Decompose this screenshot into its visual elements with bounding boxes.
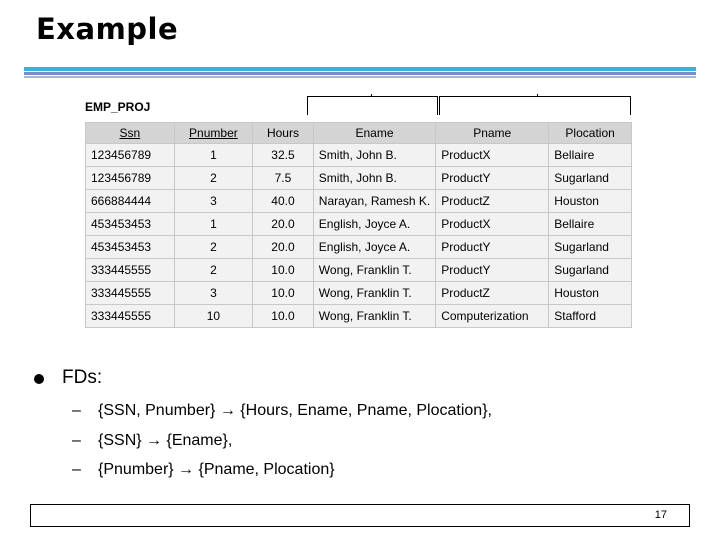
cell-pname: ProductX	[436, 144, 549, 167]
column-header-pnumber: Pnumber	[174, 123, 253, 144]
cell-pnumber: 10	[174, 305, 253, 328]
title-rule-middle	[24, 72, 696, 75]
title-rule-bottom	[24, 76, 696, 78]
dash-icon: –	[72, 402, 81, 419]
cell-ename: English, Joyce A.	[313, 213, 435, 236]
fd-text: {SSN} → {Ename},	[98, 432, 233, 449]
cell-pname: ProductY	[436, 259, 549, 282]
relation-name: EMP_PROJ	[85, 100, 151, 114]
figure-crop-edge	[82, 328, 632, 331]
cell-hours: 20.0	[253, 236, 314, 259]
fd-text: {Pnumber} → {Pname, Plocation}	[98, 461, 335, 478]
column-header-pname: Pname	[436, 123, 549, 144]
table-row	[86, 282, 632, 305]
cell-pnumber: 2	[174, 167, 253, 190]
cell-pnumber: 1	[174, 213, 253, 236]
table-header-row	[86, 123, 632, 144]
cell-pnumber: 2	[174, 259, 253, 282]
cell-hours: 7.5	[253, 167, 314, 190]
page-number: 17	[654, 509, 667, 521]
cell-ssn: 333445555	[86, 259, 175, 282]
fd-bracket-project	[439, 96, 631, 115]
fd-item	[72, 402, 492, 420]
cell-pnumber: 1	[174, 144, 253, 167]
emp-proj-table	[85, 122, 632, 328]
dash-icon: –	[72, 432, 81, 449]
fd-text: {SSN, Pnumber} → {Hours, Ename, Pname, Plocation},	[98, 402, 492, 419]
cell-hours: 10.0	[253, 282, 314, 305]
table-row	[86, 144, 632, 167]
cell-pname: ProductX	[436, 213, 549, 236]
cell-pname: ProductZ	[436, 282, 549, 305]
cell-pname: ProductZ	[436, 190, 549, 213]
cell-hours: 32.5	[253, 144, 314, 167]
fd-item	[72, 461, 335, 479]
cell-ssn: 123456789	[86, 167, 175, 190]
cell-plocation: Bellaire	[549, 144, 632, 167]
cell-pnumber: 2	[174, 236, 253, 259]
cell-pname: Computerization	[436, 305, 549, 328]
cell-hours: 10.0	[253, 259, 314, 282]
fd-bracket-ename	[307, 96, 438, 115]
emp-proj-figure	[82, 96, 632, 330]
cell-plocation: Sugarland	[549, 259, 632, 282]
cell-pnumber: 3	[174, 282, 253, 305]
fd-bracket-tick	[537, 94, 538, 97]
fd-bracket-tick	[371, 94, 372, 97]
cell-ssn: 453453453	[86, 213, 175, 236]
cell-hours: 10.0	[253, 305, 314, 328]
slide-title: Example	[36, 12, 179, 46]
cell-hours: 40.0	[253, 190, 314, 213]
dash-icon: –	[72, 461, 81, 478]
cell-plocation: Houston	[549, 190, 632, 213]
cell-ssn: 453453453	[86, 236, 175, 259]
cell-plocation: Stafford	[549, 305, 632, 328]
cell-ssn: 333445555	[86, 305, 175, 328]
cell-plocation: Bellaire	[549, 213, 632, 236]
column-header-ssn: Ssn	[86, 123, 175, 144]
cell-hours: 20.0	[253, 213, 314, 236]
cell-pnumber: 3	[174, 190, 253, 213]
cell-plocation: Sugarland	[549, 236, 632, 259]
cell-plocation: Houston	[549, 282, 632, 305]
cell-ename: Narayan, Ramesh K.	[313, 190, 435, 213]
table-row	[86, 236, 632, 259]
column-header-hours: Hours	[253, 123, 314, 144]
column-header-plocation: Plocation	[549, 123, 632, 144]
table-row	[86, 190, 632, 213]
cell-ename: English, Joyce A.	[313, 236, 435, 259]
fd-item	[72, 432, 232, 450]
cell-plocation: Sugarland	[549, 167, 632, 190]
bullet-icon	[34, 374, 44, 384]
cell-ename: Smith, John B.	[313, 144, 435, 167]
table-row	[86, 305, 632, 328]
cell-ename: Wong, Franklin T.	[313, 282, 435, 305]
table-row	[86, 167, 632, 190]
cell-ssn: 123456789	[86, 144, 175, 167]
fds-heading: FDs:	[62, 367, 103, 388]
column-header-ename: Ename	[313, 123, 435, 144]
cell-ename: Wong, Franklin T.	[313, 259, 435, 282]
cell-ssn: 666884444	[86, 190, 175, 213]
table-row	[86, 213, 632, 236]
cell-pname: ProductY	[436, 236, 549, 259]
footer-bar	[30, 504, 690, 527]
cell-ename: Wong, Franklin T.	[313, 305, 435, 328]
title-rule-top	[24, 67, 696, 71]
table-row	[86, 259, 632, 282]
cell-ssn: 333445555	[86, 282, 175, 305]
cell-ename: Smith, John B.	[313, 167, 435, 190]
cell-pname: ProductY	[436, 167, 549, 190]
